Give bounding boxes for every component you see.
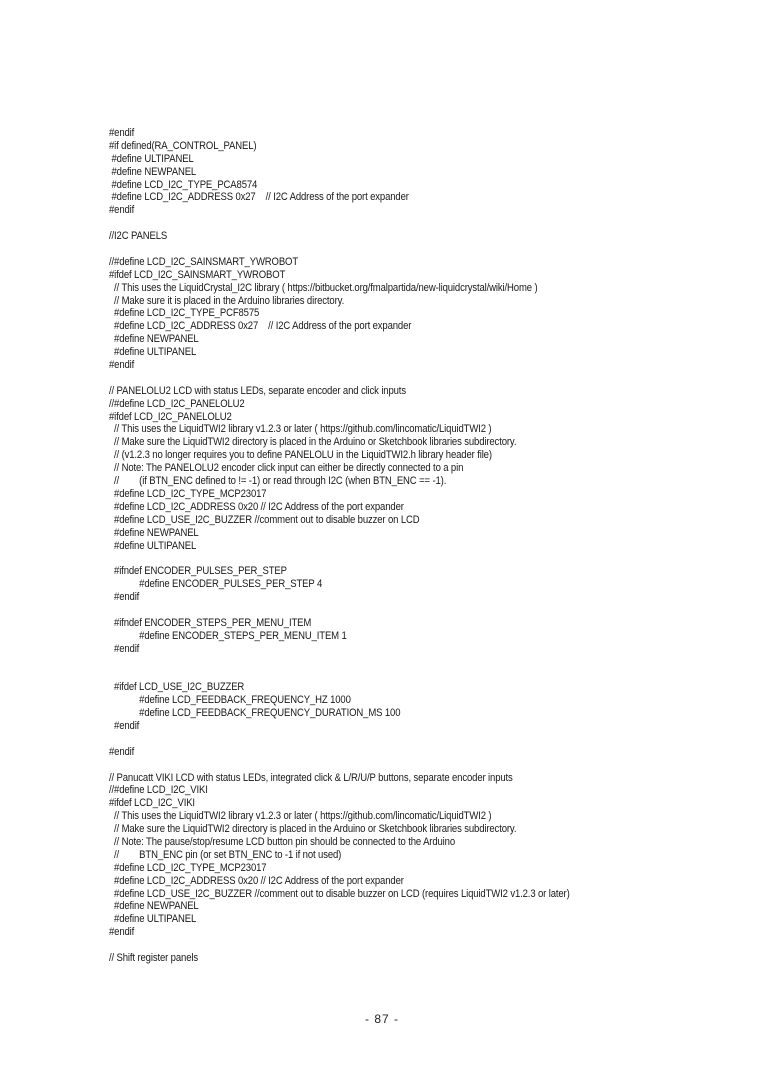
code-line: #ifndef ENCODER_PULSES_PER_STEP (109, 565, 287, 578)
code-line: //I2C PANELS (109, 230, 168, 243)
code-line (109, 733, 685, 746)
code-line: #endif (109, 127, 135, 139)
code-line (109, 372, 685, 385)
code-line (109, 759, 685, 772)
code-line (109, 656, 685, 669)
code-line: #define LCD_I2C_ADDRESS 0x20 // I2C Address of the port expander (109, 500, 404, 513)
code-line: #define LCD_I2C_ADDRESS 0x20 // I2C Address of the port expander (109, 874, 404, 887)
code-line: #define LCD_FEEDBACK_FREQUENCY_DURATION_MS 100 (109, 707, 401, 720)
code-line: #define LCD_I2C_TYPE_PCF8575 (109, 307, 260, 320)
code-line: // Panucatt VIKI LCD with status LEDs, integrated click & L/R/U/P buttons, separate encoder inputs (109, 771, 513, 784)
code-line: // This uses the LiquidCrystal_I2C library ( https://bitbucket.org/fmalpartida/new-liquidcrystal/wiki/Home ) (109, 281, 538, 294)
code-line (109, 939, 685, 952)
code-line: #define ENCODER_PULSES_PER_STEP 4 (109, 578, 323, 591)
code-line: // This uses the LiquidTWI2 library v1.2.3 or later ( https://github.com/lincomatic/LiquidTWI2 ) (109, 810, 492, 823)
code-line: // Note: The PANELOLU2 encoder click input can either be directly connected to a pin (109, 462, 464, 475)
code-line: #define NEWPANEL (109, 900, 199, 913)
code-line: #define ULTIPANEL (109, 152, 194, 165)
code-line: #define LCD_I2C_TYPE_PCA8574 (109, 178, 258, 191)
code-line: #define ULTIPANEL (109, 539, 197, 552)
code-line (109, 604, 685, 617)
code-line: #ifndef ENCODER_STEPS_PER_MENU_ITEM (109, 616, 312, 629)
code-line: // Make sure the LiquidTWI2 directory is placed in the Arduino or Sketchbook libraries subdirectory. (109, 436, 517, 449)
code-line: #ifdef LCD_I2C_SAINSMART_YWROBOT (109, 268, 286, 281)
code-line: #ifdef LCD_I2C_VIKI (109, 797, 195, 810)
code-line: //#define LCD_I2C_PANELOLU2 (109, 397, 245, 410)
code-line: #endif (109, 642, 140, 655)
code-line: // Make sure it is placed in the Arduino libraries directory. (109, 294, 345, 307)
code-line: #define ULTIPANEL (109, 346, 197, 359)
code-line: #define ULTIPANEL (109, 913, 197, 926)
code-line (109, 217, 685, 230)
code-line: // Make sure the LiquidTWI2 directory is placed in the Arduino or Sketchbook libraries subdirectory. (109, 823, 517, 836)
code-line: #define LCD_I2C_TYPE_MCP23017 (109, 487, 267, 500)
code-line: #endif (109, 591, 140, 604)
code-line: #define LCD_I2C_ADDRESS 0x27 // I2C Address of the port expander (109, 191, 409, 204)
code-line: #ifdef LCD_I2C_PANELOLU2 (109, 410, 232, 423)
code-line (109, 668, 685, 681)
code-line (109, 243, 685, 256)
code-line: // (if BTN_ENC defined to != -1) or read through I2C (when BTN_ENC == -1). (109, 475, 447, 488)
code-line: // Shift register panels (109, 952, 198, 964)
code-line: #endif (109, 204, 135, 217)
code-line: #define LCD_USE_I2C_BUZZER //comment out to disable buzzer on LCD (requires LiquidTWI2 v1.2.3 or later) (109, 887, 570, 900)
code-line: #if defined(RA_CONTROL_PANEL) (109, 139, 257, 152)
code-line: #define LCD_USE_I2C_BUZZER //comment out to disable buzzer on LCD (109, 513, 420, 526)
code-line: #ifdef LCD_USE_I2C_BUZZER (109, 681, 245, 694)
code-line (109, 552, 685, 565)
code-line: // BTN_ENC pin (or set BTN_ENC to -1 if not used) (109, 848, 342, 861)
code-line: // Note: The pause/stop/resume LCD button pin should be connected to the Arduino (109, 835, 456, 848)
code-line: // (v1.2.3 no longer requires you to define PANELOLU in the LiquidTWI2.h library header file) (109, 449, 492, 462)
code-line: #endif (109, 745, 135, 758)
code-line: #endif (109, 359, 135, 372)
code-listing (109, 127, 749, 965)
code-line: //#define LCD_I2C_SAINSMART_YWROBOT (109, 255, 299, 268)
code-line: // This uses the LiquidTWI2 library v1.2.3 or later ( https://github.com/lincomatic/LiquidTWI2 ) (109, 423, 492, 436)
code-line: #define LCD_FEEDBACK_FREQUENCY_HZ 1000 (109, 694, 351, 707)
code-line: #define NEWPANEL (109, 526, 199, 539)
code-line: // PANELOLU2 LCD with status LEDs, separate encoder and click inputs (109, 384, 406, 397)
code-line: #define NEWPANEL (109, 165, 197, 178)
code-line: #define LCD_I2C_ADDRESS 0x27 // I2C Address of the port expander (109, 320, 412, 333)
page-number: - 87 - (364, 1012, 399, 1026)
code-line: #define LCD_I2C_TYPE_MCP23017 (109, 861, 267, 874)
code-line: #define ENCODER_STEPS_PER_MENU_ITEM 1 (109, 629, 347, 642)
code-line: #define NEWPANEL (109, 333, 199, 346)
code-line: //#define LCD_I2C_VIKI (109, 784, 208, 797)
code-line: #endif (109, 719, 140, 732)
code-line: #endif (109, 926, 135, 939)
